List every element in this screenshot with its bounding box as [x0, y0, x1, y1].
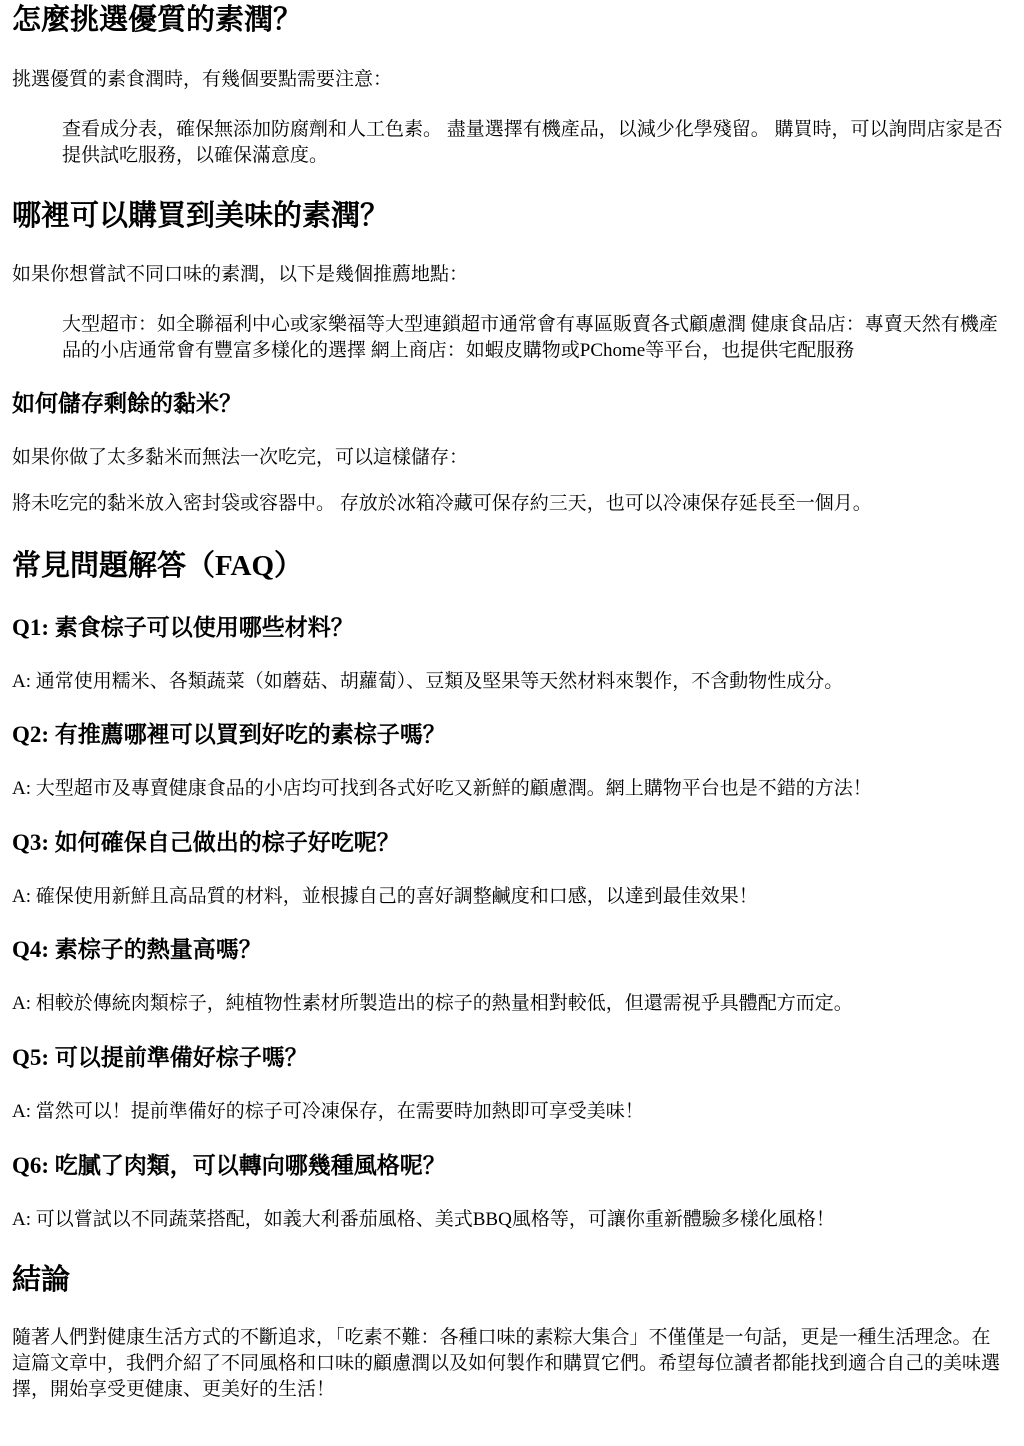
faq-answer: A: 確保使用新鮮且高品質的材料，並根據自己的喜好調整鹹度和口感，以達到最佳效果！ [12, 886, 758, 907]
store-method: 將未吃完的黏米放入密封袋或容器中。 存放於冰箱冷藏可保存約三天，也可以冷凍保存延長至一個月。 [12, 493, 872, 514]
store-intro: 如果你做了太多黏米而無法一次吃完，可以這樣儲存： [12, 447, 469, 468]
faq-answer: A: 通常使用糯米、各類蔬菜（如蘑菇、胡蘿蔔）、豆類及堅果等天然材料來製作，不含動物性成分。 [12, 671, 844, 692]
faq-question: Q1: 素食棕子可以使用哪些材料？ [12, 615, 354, 640]
buy-places: 大型超市：如全聯福利中心或家樂福等大型連鎖超市通常會有專區販賣各式顧慮潤 健康食品店：專賣天然有機產品的小店通常會有豐富多樣化的選擇 網上商店：如蝦皮購物或PChome等平台，也提供宅配服務 [62, 314, 998, 361]
faq-question: Q4: 素棕子的熱量高嗎？ [12, 937, 262, 962]
faq-answer: A: 大型超市及專賣健康食品的小店均可找到各式好吃又新鮮的顧慮潤。網上購物平台也是不錯的方法！ [12, 778, 872, 799]
faq-answer: A: 相較於傳統肉類棕子，純植物性素材所製造出的棕子的熱量相對較低，但還需視乎具體配方而定。 [12, 993, 853, 1014]
heading-conclusion: 結論 [12, 1264, 71, 1296]
heading-faq: 常見問題解答（FAQ） [12, 550, 304, 582]
faq-question: Q6: 吃膩了肉類，可以轉向哪幾種風格呢？ [12, 1153, 446, 1178]
conclusion-body: 隨著人們對健康生活方式的不斷追求，「吃素不難：各種口味的素粽大集合」不僅僅是一句話，更是一種生活理念。在這篇文章中，我們介紹了不同風格和口味的顧慮潤以及如何製作和購買它們。希望每位讀者都能找到適合自己的美味選擇，開始享受更健康、更美好的生活！ [12, 1327, 1001, 1400]
faq-question: Q5: 可以提前準備好棕子嗎？ [12, 1045, 308, 1070]
heading-buy: 哪裡可以購買到美味的素潤？ [12, 200, 390, 232]
buy-intro: 如果你想嘗試不同口味的素潤，以下是幾個推薦地點： [12, 264, 469, 285]
heading-choose: 怎麼挑選優質的素潤？ [12, 4, 303, 36]
faq-question: Q3: 如何確保自己做出的棕子好吃呢？ [12, 830, 400, 855]
choose-intro: 挑選優質的素食潤時，有幾個要點需要注意： [12, 69, 393, 90]
choose-tips: 查看成分表，確保無添加防腐劑和人工色素。 盡量選擇有機產品，以減少化學殘留。 購買時，可以詢問店家是否提供試吃服務，以確保滿意度。 [62, 119, 1003, 166]
heading-store: 如何儲存剩餘的黏米？ [12, 391, 242, 416]
faq-question: Q2: 有推薦哪裡可以買到好吃的素棕子嗎？ [12, 722, 446, 747]
faq-answer: A: 可以嘗試以不同蔬菜搭配，如義大利番茄風格、美式BBQ風格等，可讓你重新體驗多樣化風格！ [12, 1209, 835, 1230]
faq-answer: A: 當然可以！提前準備好的棕子可冷凍保存，在需要時加熱即可享受美味！ [12, 1101, 644, 1122]
